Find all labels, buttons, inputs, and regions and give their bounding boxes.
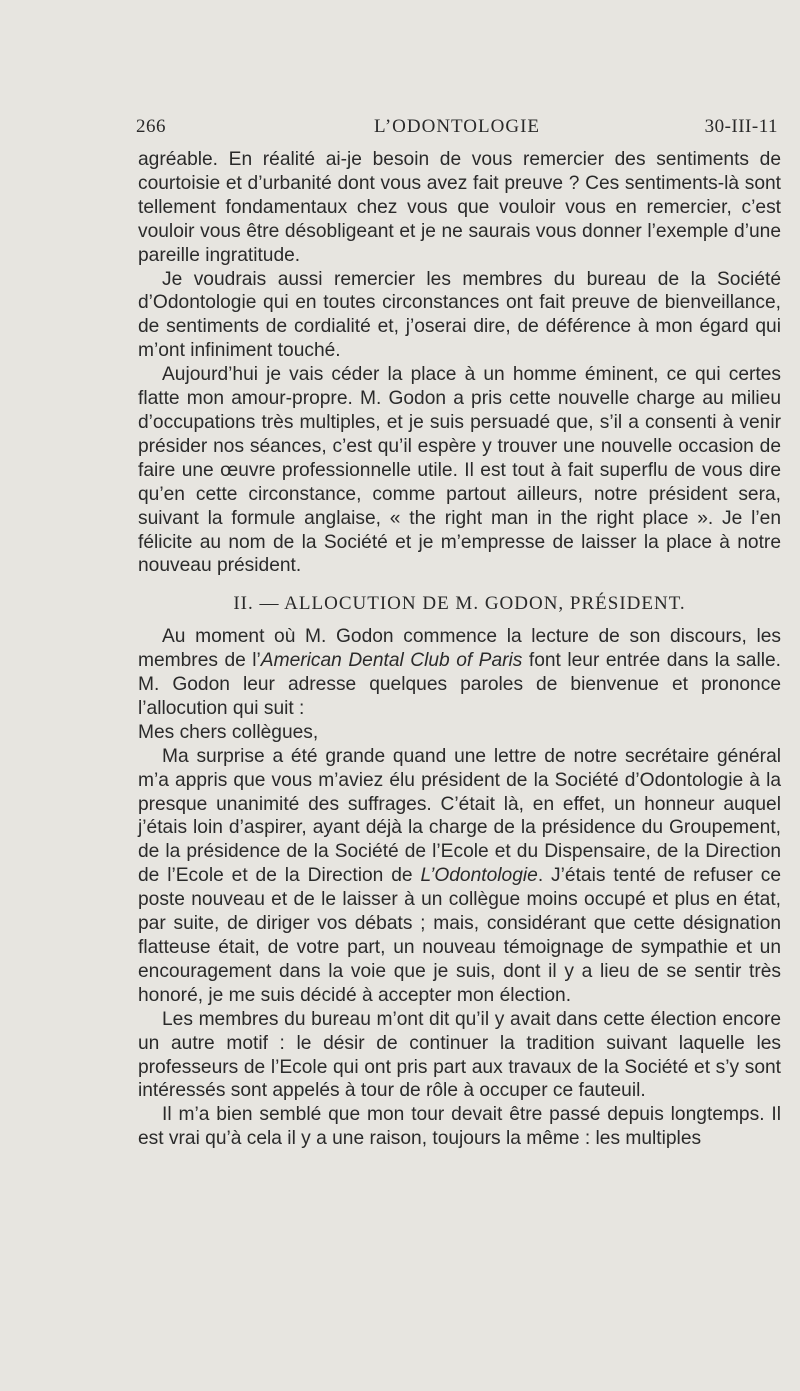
section-heading: II. — ALLOCUTION DE M. GODON, PRÉSIDENT.: [233, 593, 686, 615]
running-title: L’ODONTOLOGIE: [373, 116, 541, 137]
speech-paragraph: [138, 745, 781, 1008]
paragraph: Je voudrais aussi remercier les membres du bureau de la Société d’Odontologie qui en toutes circonstances ont fait preuve de bienveillance, de sentiments de cordialité et, j’oserai dire, de déférence à mon égard qui m’ont infiniment touché.: [138, 268, 781, 362]
page-body: [138, 148, 781, 1151]
paragraph: Aujourd’hui je vais céder la place à un homme éminent, ce qui certes flatte mon amour-propre. M. Godon a pris cette nouvelle charge au milieu d’occupations très multiples, et je suis persuadé que, s’il a consenti à venir présider nos séances, c’est qu’il espère y trouver une nouvelle occasion de faire une œuvre professionnelle utile. Il est tout à fait superflu de vous dire qu’en cette circonstance, comme partout ailleurs, notre président sera, suivant la formule anglaise, « the right man in the right place ». Je l’en félicite au nom de la Société et je m’empresse de laisser la place à notre nouveau président.: [138, 364, 781, 577]
speech-text-end: . J’étais tenté de refuser ce poste nouveau et de le laisser à un collègue moins occupé et plus en état, par suite, de diriger vos débats ; mais, considérant que cette désignation flatteuse était, de votre part, un nouveau témoignage de sympathie et un encouragement dans la voie que je suis, dont il y a lieu de se sentir très honoré, je me suis décidé à accepter mon élection.: [138, 865, 781, 1006]
intro-text-end: font leur entrée dans la salle. M. Godon leur adresse quelques paroles de bienvenue et prononce l’allocution qui suit :: [138, 650, 781, 719]
page-header: [136, 116, 778, 144]
speech-text: Ma surprise a été grande quand une lettre de notre secrétaire général m’a appris que vous m’aviez élu président de la Société d’Odontologie à la presque unanimité des suffrages. C’était là, en effet, un honneur auquel j’étais loin d’aspirer, ayant déjà la charge de la présidence du Groupement, de la présidence de la Société de l’Ecole et du Dispensaire, de la Direction de l’Ecole et de la Direction de: [138, 745, 781, 887]
issue-date: 30-III-11: [704, 116, 778, 137]
journal-title: L’Odontologie: [420, 865, 538, 887]
club-name: American Dental Club of Paris: [260, 650, 523, 672]
intro-paragraph: [138, 625, 781, 721]
salutation: Mes chers collègues,: [138, 721, 319, 743]
speech-paragraph: Les membres du bureau m’ont dit qu’il y avait dans cette élection encore un autre motif : le désir de continuer la tradition suivant laquelle les professeurs de l’Ecole qui ont pris part aux travaux de la Société et s’y sont intéressés sont appelés à tour de rôle à occuper ce fauteuil.: [138, 1008, 781, 1102]
paragraph: agréable. En réalité ai-je besoin de vous remercier des sentiments de courtoisie et d’urbanité dont vous avez fait preuve ? Ces sentiments-là sont tellement fondamentaux chez vous que vouloir vous en remercier, c’est vouloir vous être désobligeant et je ne saurais vous donner l’exemple d’une pareille ingratitude.: [138, 149, 781, 266]
page-number: 266: [136, 116, 166, 137]
intro-text: Au moment où M. Godon commence la lecture de son discours, les membres de l’: [138, 626, 781, 672]
speech-paragraph: Il m’a bien semblé que mon tour devait être passé depuis longtemps. Il est vrai qu’à cela il y a une raison, toujours la même : les multiples: [138, 1104, 781, 1150]
